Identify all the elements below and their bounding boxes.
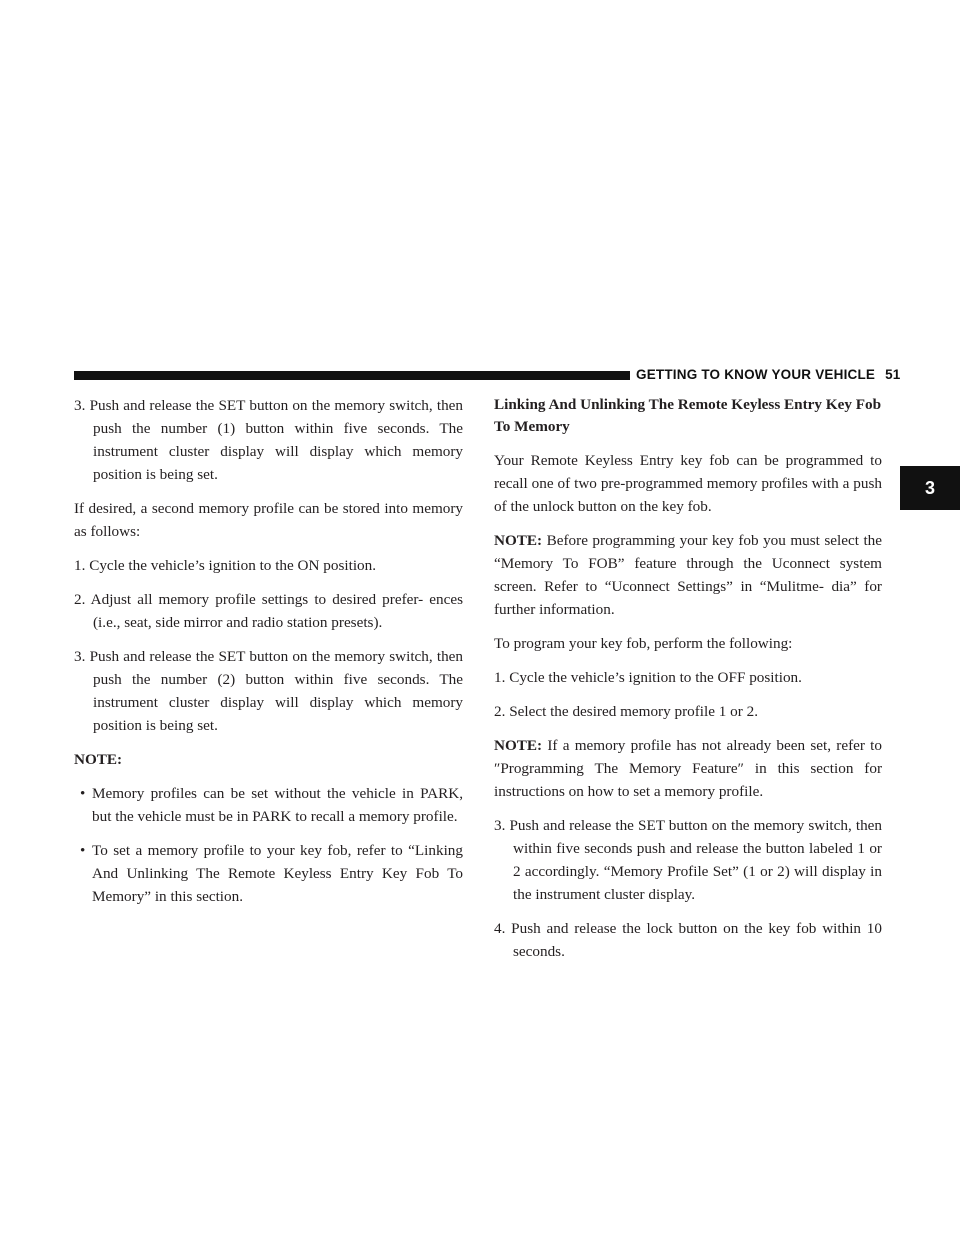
note-text: Before programming your key fob you must select the “Memory To FOB” feature through the Uconnect system screen. Refer to “Uconnect Settings” in “Mulitme- dia” for further information.	[494, 532, 883, 618]
step-2-adjust-settings: 2. Adjust all memory profile settings to desired prefer- ences (i.e., seat, side mirror and radio station presets).	[74, 591, 463, 631]
note-label: NOTE:	[74, 751, 123, 768]
step-1-ignition-on: 1. Cycle the vehicle’s ignition to the ON position.	[74, 557, 377, 574]
note-bullet-park	[74, 782, 463, 828]
program-intro: To program your key fob, perform the following:	[494, 635, 793, 652]
page-number: 51	[885, 367, 901, 382]
note-label: NOTE:	[494, 532, 543, 549]
section-title: GETTING TO KNOW YOUR VEHICLE	[636, 367, 876, 382]
step-1-ignition-off: 1. Cycle the vehicle’s ignition to the OFF position.	[494, 669, 802, 686]
key-fob-intro: Your Remote Keyless Entry key fob can be programmed to recall one of two pre-programmed memory profiles with a push of the unlock button on the key fob.	[494, 452, 882, 515]
step-4-lock-button: 4. Push and release the lock button on the key fob within 10 seconds.	[494, 920, 882, 960]
bullet-dot: •	[80, 785, 86, 802]
step-2-select-profile: 2. Select the desired memory profile 1 or 2.	[494, 703, 759, 720]
bullet-dot: •	[80, 842, 86, 859]
step-3-profile-2: 3. Push and release the SET button on the memory switch, then push the number (2) button within five seconds. The instrument cluster display will display which memory position is being set.	[74, 648, 463, 734]
right-column	[494, 394, 882, 974]
section-heading: Linking And Unlinking The Remote Keyless Entry Key Fob To Memory	[494, 396, 882, 435]
note-label: NOTE:	[494, 737, 543, 754]
step-3-profile-1: 3. Push and release the SET button on the memory switch, then push the number (1) button within five seconds. The instrument cluster display will display which memory position is being set.	[74, 397, 463, 483]
note-text: If a memory profile has not already been set, refer to ″Programming The Memory Feature″ in this section for instructions on how to set a memory profile.	[494, 737, 882, 800]
left-column	[74, 394, 463, 919]
second-profile-intro: If desired, a second memory profile can be stored into memory as follows:	[74, 500, 463, 540]
bullet-text: To set a memory profile to your key fob, refer to “Linking And Unlinking The Remote Keyless Entry Key Fob To Memory” in this section.	[92, 842, 463, 905]
running-header	[636, 366, 901, 384]
note-profile-not-set	[494, 734, 882, 803]
bullet-text: Memory profiles can be set without the vehicle in PARK, but the vehicle must be in PARK to recall a memory profile.	[92, 785, 463, 825]
step-3-set-button: 3. Push and release the SET button on the memory switch, then within five seconds push and release the button labeled 1 or 2 accordingly. “Memory Profile Set” (1 or 2) will display in the instrument cluster display.	[494, 817, 882, 903]
header-rule	[74, 371, 630, 380]
chapter-tab: 3	[900, 466, 960, 510]
note-bullet-key-fob	[74, 839, 463, 908]
note-memory-to-fob	[494, 529, 882, 621]
